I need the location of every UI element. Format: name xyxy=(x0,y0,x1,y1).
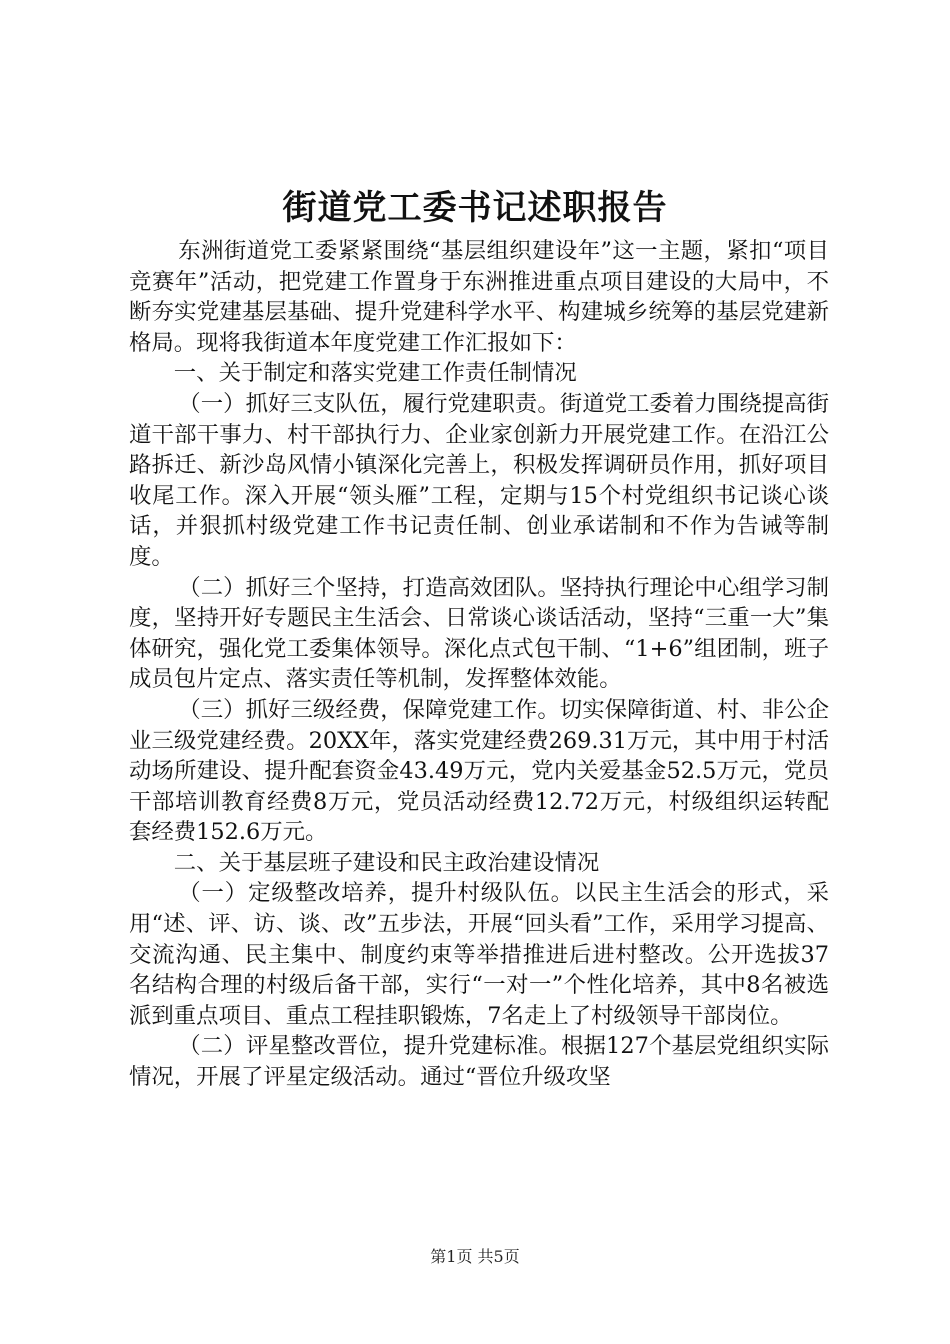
section-heading-1: 一、关于制定和落实党建工作责任制情况 xyxy=(173,360,577,387)
document-title: 街道党工委书记述职报告 xyxy=(282,188,668,228)
intro-paragraph: 东洲街道党工委紧紧围绕“基层组织建设年”这一主题，紧扣“项目竞赛年”活动，把党建工作置身于东洲推进重点项目建设的大局中，不断夯实党建基层基础、提升党建科学水平、构建城乡统筹的基层党建新格局。现将我街道本年度党建工作汇报如下： xyxy=(129,238,829,356)
section-2-item-2: （二）评星整改晋位，提升党建标准。根据127个基层党组织实际情况，开展了评星定级活动。通过“晋位升级攻坚 xyxy=(129,1033,829,1091)
section-1-item-3: （三）抓好三级经费，保障党建工作。切实保障街道、村、非公企业三级党建经费。20XX年，落实党建经费269.31万元，其中用于村活动场所建设、提升配套资金43.49万元，党内关爱基金52.5万元，党员干部培训教育经费8万元，党员活动经费12.72万元，村级组织运转配套经费152.6万元。 xyxy=(129,696,829,846)
section-2-item-1: （一）定级整改培养，提升村级队伍。以民主生活会的形式，采用“述、评、访、谈、改”五步法，开展“回头看”工作，采用学习提高、交流沟通、民主集中、制度约束等举措推进后进村整改。公开选拔37名结构合理的村级后备干部，实行“一对一”个性化培养，其中8名被选派到重点项目、重点工程挂职锻炼，7名走上了村级领导干部岗位。 xyxy=(129,880,829,1029)
section-heading-2: 二、关于基层班子建设和民主政治建设情况 xyxy=(173,849,600,876)
section-1-item-2: （二）抓好三个坚持，打造高效团队。坚持执行理论中心组学习制度，坚持开好专题民主生活会、日常谈心谈话活动，坚持“三重一大”集体研究，强化党工委集体领导。深化点式包干制、“1+6”组团制，班子成员包片定点、落实责任等机制，发挥整体效能。 xyxy=(129,574,829,693)
section-1-item-1: （一）抓好三支队伍，履行党建职责。街道党工委着力围绕提高街道干部干事力、村干部执行力、企业家创新力开展党建工作。在沿江公路拆迁、新沙岛风情小镇深化完善上，积极发挥调研员作用，抓好项目收尾工作。深入开展“领头雁”工程，定期与15个村党组织书记谈心谈话，并狠抓村级党建工作书记责任制、创业承诺制和不作为告诫等制度。 xyxy=(129,390,829,570)
page-footer: 第1页 共5页 xyxy=(430,1247,520,1266)
document-body xyxy=(129,236,829,1093)
